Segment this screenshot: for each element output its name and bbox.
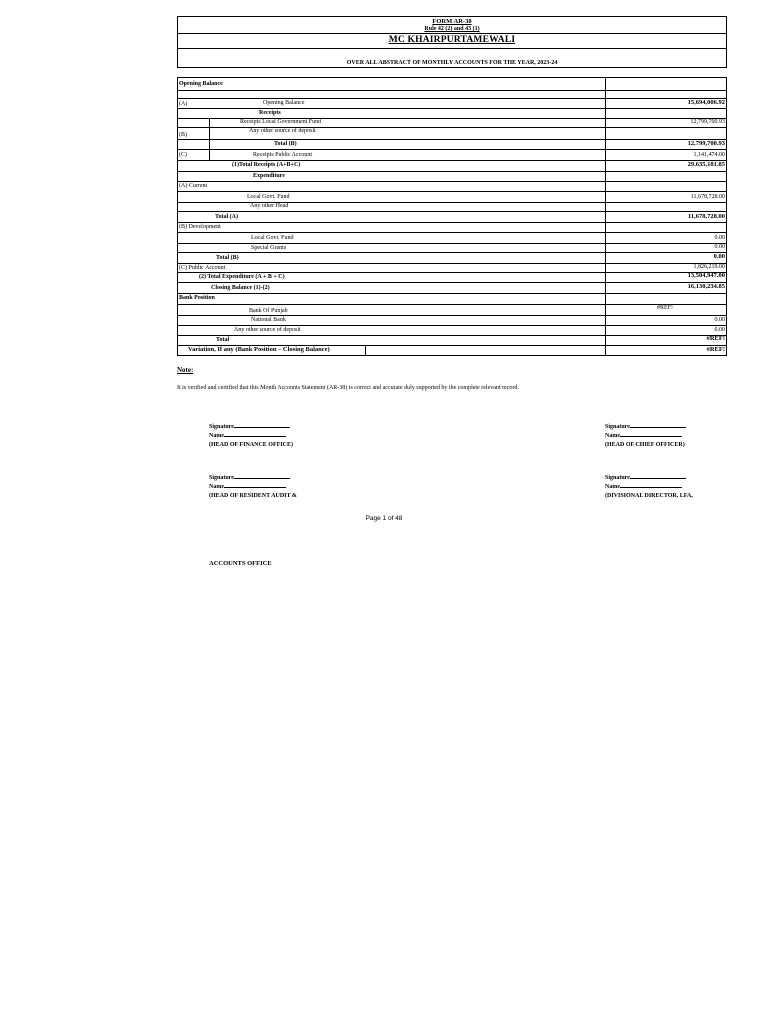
special-grants-amount: 0.00	[714, 244, 725, 250]
receipts-public-label: Receipts Public Account	[253, 152, 312, 158]
signature-block-finance	[209, 423, 293, 450]
other-source-deposit2-label: Any other source of deposit	[234, 327, 301, 333]
national-bank-amount: 0.00	[714, 317, 725, 323]
signature-label: Signature	[605, 424, 630, 430]
closing-balance-amount: 16,130,234.85	[687, 283, 725, 290]
name-line	[224, 436, 286, 437]
opening-balance-amount: 15,694,006.92	[687, 99, 725, 106]
header-divider	[178, 48, 726, 49]
name-line	[620, 436, 682, 437]
any-other-head-label: Any other Head	[250, 203, 289, 209]
footer-accounts-office: ACCOUNTS OFFICE	[209, 560, 272, 567]
local-govt-fund-amount: 11,678,728.00	[690, 194, 725, 200]
receipts-heading: Receipts	[259, 110, 281, 116]
rule-reference: Rule 42 (2) and 43 (1)	[424, 26, 480, 32]
row-label-b: (B)	[179, 132, 187, 138]
total-a-amount: 11,678,728.00	[687, 213, 725, 220]
name-label: Name	[209, 484, 224, 490]
total-label: Total	[216, 337, 230, 343]
bank-of-punjab-label: Bank Of Punjab	[249, 308, 288, 314]
total-expenditure-label: (2) Total Expenditure (A + B + C)	[199, 274, 285, 280]
national-bank-label: National Bank	[251, 317, 286, 323]
local-govt-fund-label: Local Govt. Fund	[247, 194, 290, 200]
special-grants-label: Special Grants	[251, 245, 287, 251]
total-b-amount: 12,799,700.93	[687, 140, 725, 147]
opening-balance-heading: Opening Balance	[179, 81, 223, 87]
other-source-deposit-label: Any other source of deposit	[249, 128, 316, 134]
signature-label: Signature	[209, 475, 234, 481]
development-heading: (B) Development	[179, 224, 221, 230]
accounts-table	[177, 77, 727, 356]
signature-label: Signature	[605, 475, 630, 481]
bank-position-heading: Bank Position	[179, 295, 215, 301]
name-label: Name	[209, 433, 224, 439]
name-label: Name	[605, 484, 620, 490]
signature-label: Signature	[209, 424, 234, 430]
signature-line	[630, 427, 686, 428]
name-label: Name	[605, 433, 620, 439]
organization-name: MC KHAIRPURTAMEWALI	[178, 33, 726, 45]
variation-amount: #REF!	[706, 346, 725, 353]
signature-line	[234, 427, 290, 428]
statement-title: OVER ALL ABSTRACT OF MONTHLY ACCOUNTS FOR THE YEAR, 2023-24	[346, 60, 558, 66]
closing-balance-label: Closing Balance (1)-(2)	[211, 285, 270, 291]
dev-local-govt-fund-label: Local Govt. Fund	[251, 235, 294, 241]
row-label-a: (A)	[179, 101, 188, 107]
signature-line	[630, 478, 686, 479]
signature-block-chief	[605, 423, 686, 450]
total-expenditure-amount: 13,504,947.00	[687, 272, 725, 279]
table-row	[178, 345, 726, 355]
opening-balance-label: Opening Balance	[263, 100, 305, 106]
public-account-label: (C) Public Account	[179, 265, 226, 271]
form-number: FORM AR-38	[432, 18, 472, 25]
note-heading: Note:	[177, 366, 194, 374]
variation-label: Variation, If any (Bank Position – Closing Balance)	[188, 346, 330, 353]
row-label-c: (C)	[179, 152, 187, 158]
current-heading: (A) Current	[179, 183, 208, 189]
total-amount: #REF!	[706, 335, 725, 342]
total-receipts-label: (1)Total Receipts (A+B+C)	[232, 162, 301, 168]
receipts-lgf-label: Receipts Local Government Fund	[240, 119, 322, 125]
total-b-label: Total (B)	[274, 141, 297, 147]
name-line	[224, 487, 286, 488]
signature-block-divisional	[605, 474, 693, 501]
total-b2-amount: 0.00	[713, 253, 725, 260]
receipts-lgf-amount: 12,799,700.93	[690, 119, 725, 125]
receipts-public-amount: 1,141,474.00	[693, 152, 725, 158]
finance-office-title: (HEAD OF FINANCE OFFICE)	[209, 442, 293, 448]
other-source-deposit2-amount: 0.00	[714, 327, 725, 333]
signature-block-audit	[209, 474, 297, 501]
total-receipts-amount: 29,635,181.85	[687, 161, 725, 168]
page-number: Page 1 of 48	[365, 515, 403, 522]
form-header	[177, 16, 727, 68]
expenditure-heading: Expenditure	[253, 173, 285, 179]
chief-officer-title: (HEAD OF CHIEF OFFICER)	[605, 442, 685, 448]
certification-text: It is verified and certified that this Month Accounts Statement (AR-38) is correct and accurate duly supported by the complete relevant record.	[177, 385, 519, 391]
resident-audit-title: (HEAD OF RESIDENT AUDIT &	[209, 493, 297, 499]
dev-local-govt-fund-amount: 0.00	[714, 235, 725, 241]
signature-line	[234, 478, 290, 479]
total-b2-label: Total (B)	[216, 255, 239, 261]
total-a-label: Total (A)	[215, 214, 238, 220]
public-account-amount: 1,826,219.00	[693, 264, 725, 270]
bank-of-punjab-amount: #REF!	[657, 305, 674, 311]
divisional-director-title: (DIVISIONAL DIRECTOR, LFA,	[605, 493, 693, 499]
name-line	[620, 487, 682, 488]
